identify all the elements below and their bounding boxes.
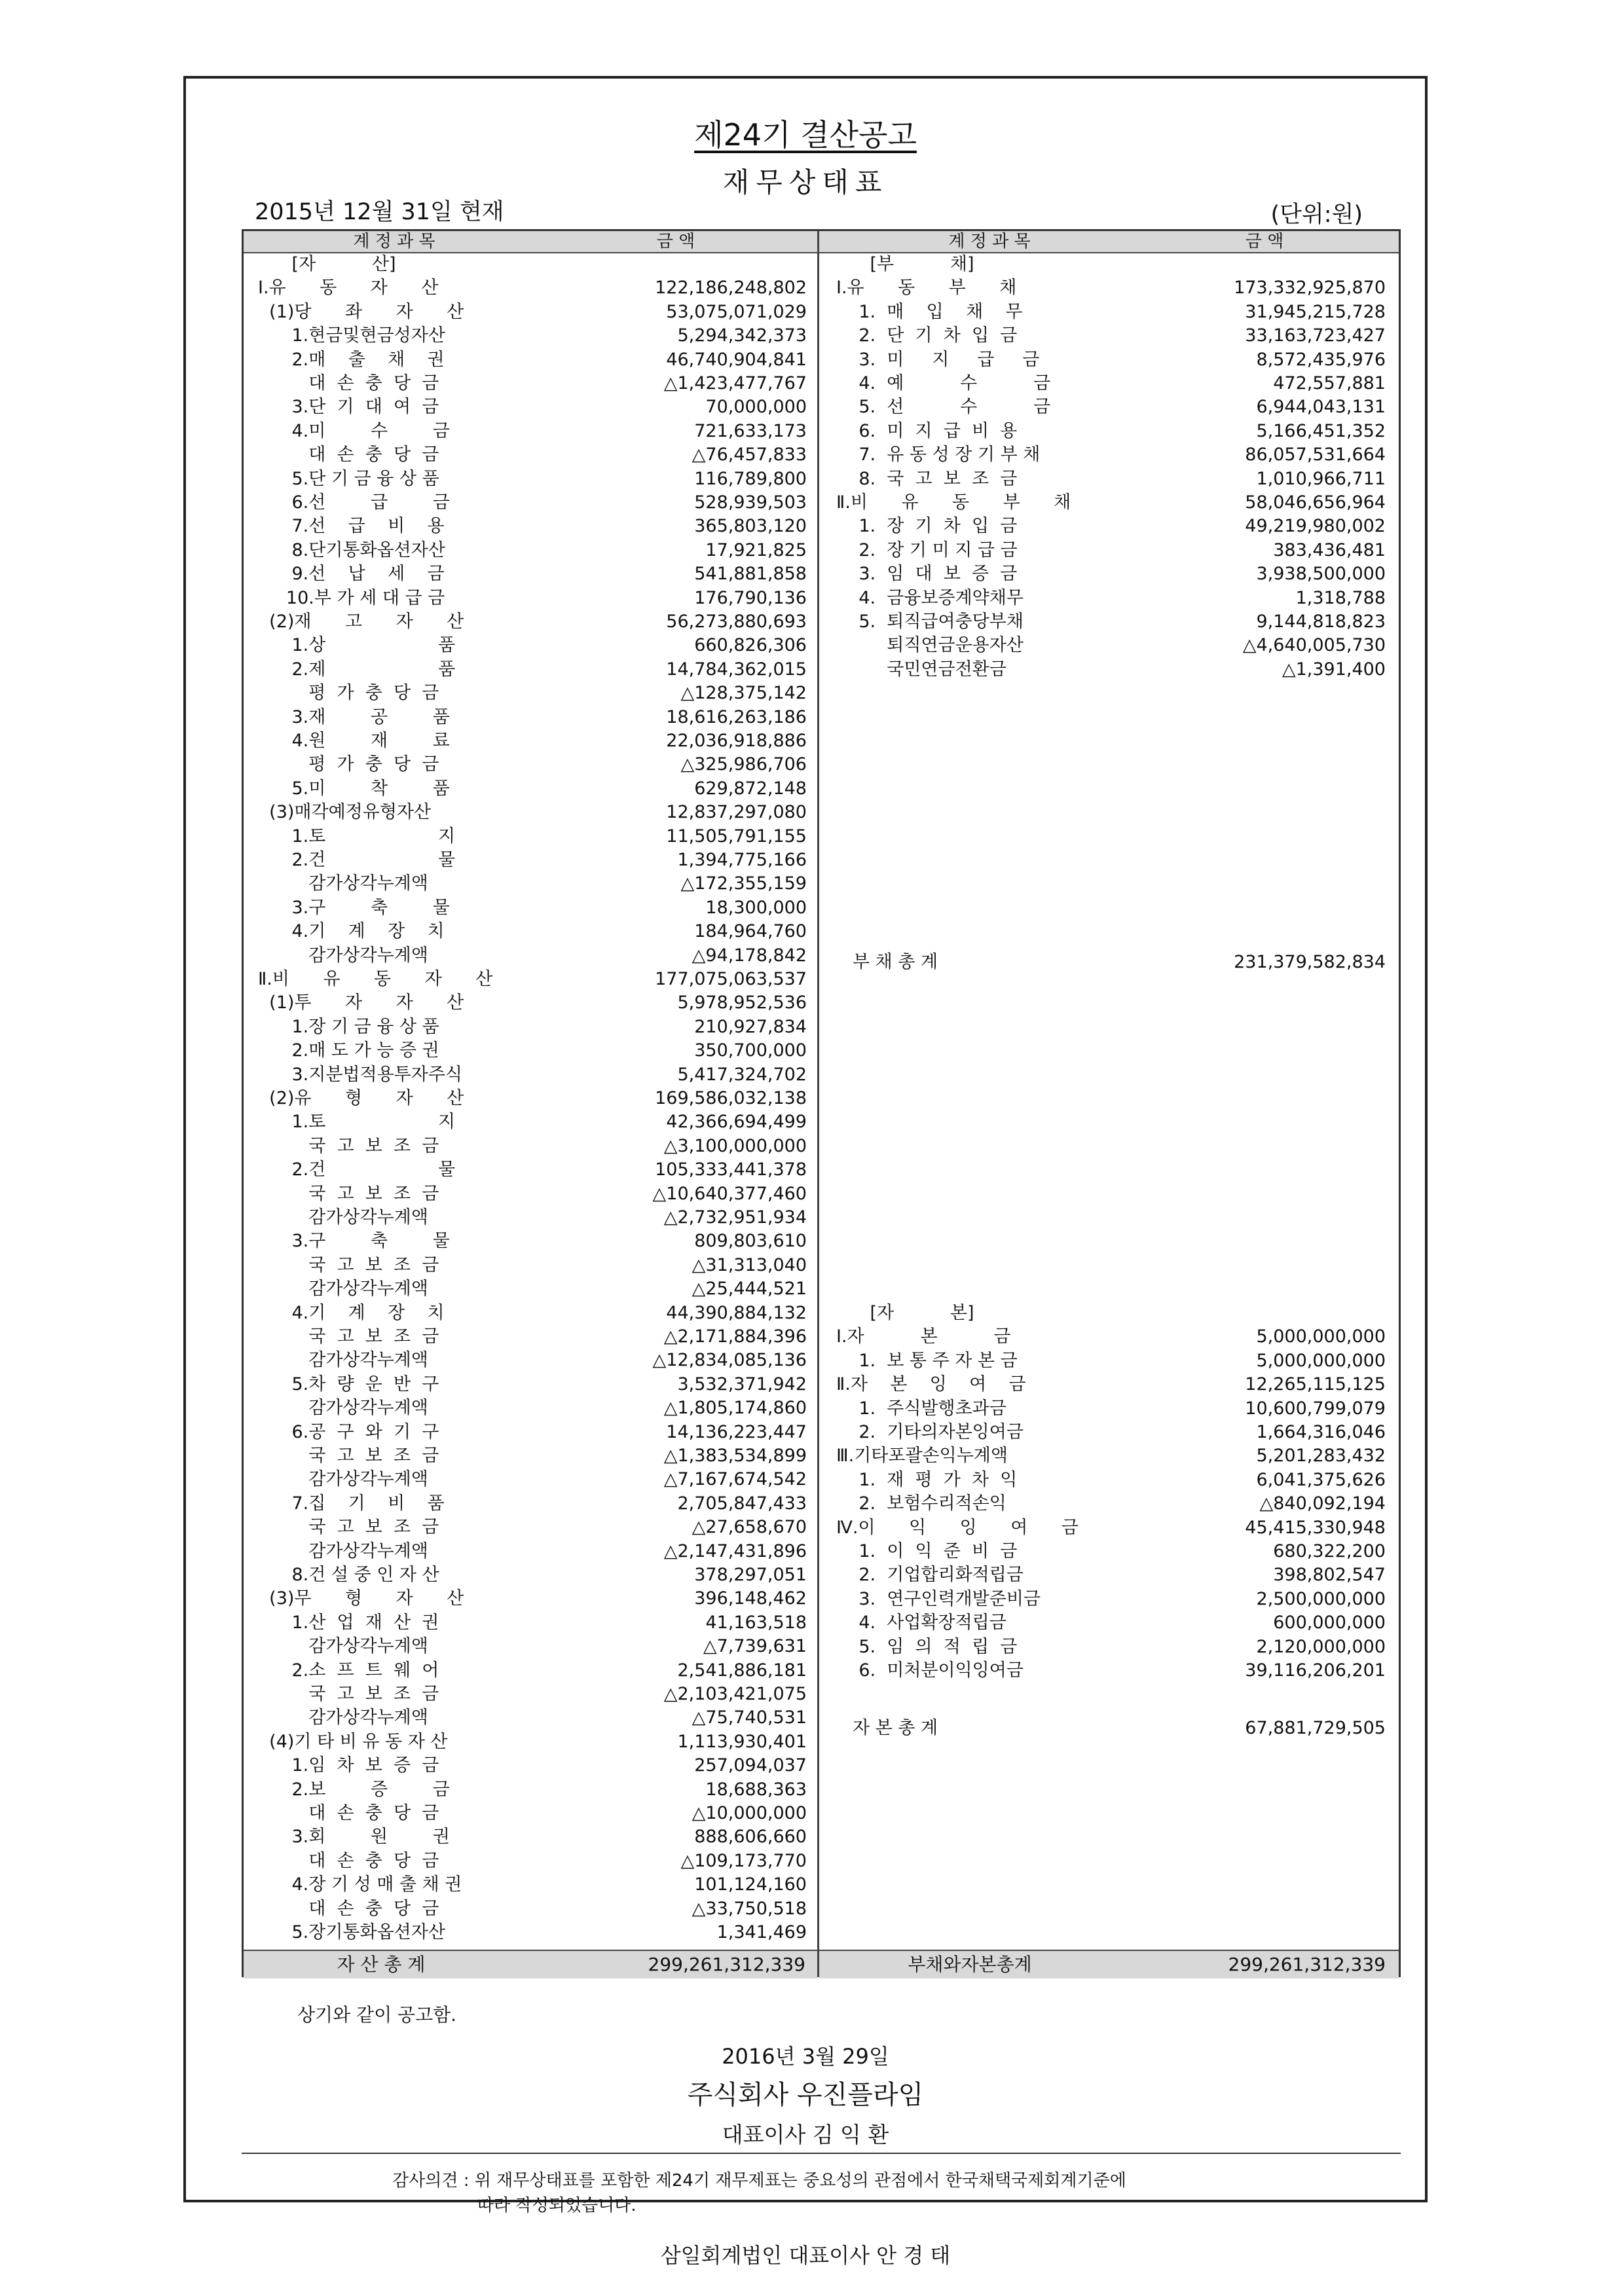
account-amount: 177,075,063,537 — [655, 969, 807, 989]
account-amount: 5,166,451,352 — [1256, 420, 1386, 441]
account-label: 대 손 충 당 금 — [258, 1898, 439, 1919]
account-amount: 5,417,324,702 — [677, 1064, 807, 1085]
account-amount: 122,186,248,802 — [655, 278, 807, 299]
account-amount: 53,075,071,029 — [666, 301, 807, 322]
account-amount: △2,147,431,896 — [663, 1540, 807, 1561]
account-label: 3.단 기 대 여 금 — [258, 397, 439, 418]
liabilities-total-amount: 231,379,582,834 — [1234, 952, 1386, 972]
account-label: (2)재 고 자 산 — [258, 611, 464, 632]
account-label: 국 고 보 조 금 — [258, 1254, 439, 1275]
as-of-date: 2015년 12월 31일 현재 — [255, 199, 504, 225]
account-amount: 383,436,481 — [1273, 539, 1386, 560]
right-header-account: 계 정 과 목 — [948, 232, 1031, 251]
notice-title: 제24기 결산공고 — [694, 117, 917, 153]
account-amount: 33,163,723,427 — [1245, 325, 1386, 346]
account-amount: 721,633,173 — [694, 420, 807, 441]
account-amount: 541,881,858 — [694, 564, 807, 585]
account-label: 3.구 축 물 — [258, 897, 450, 918]
account-label: 감가상각누계액 — [258, 1207, 428, 1228]
account-amount: △3,100,000,000 — [663, 1135, 807, 1156]
account-amount: 1,010,966,711 — [1256, 468, 1386, 489]
right-header-amount: 금 액 — [1245, 232, 1284, 251]
account-label: 7.집 기 비 품 — [258, 1493, 445, 1514]
account-label: 3.재 공 품 — [258, 706, 450, 727]
account-label: 3. 연구인력개발준비금 — [836, 1588, 1041, 1609]
account-label: 1.현금및현금성자산 — [258, 325, 445, 346]
account-amount: 5,294,342,373 — [677, 325, 807, 346]
assets-total-amount: 299,261,312,339 — [648, 1954, 805, 1975]
account-amount: 18,616,263,186 — [666, 706, 807, 727]
account-label: [자 본] — [836, 1303, 974, 1323]
account-amount: 365,803,120 — [694, 516, 807, 537]
account-amount: △12,834,085,136 — [652, 1350, 807, 1371]
account-label: 2. 단 기 차 입 금 — [836, 325, 1018, 346]
account-label: 감가상각누계액 — [258, 1707, 428, 1728]
account-amount: △1,391,400 — [1282, 659, 1386, 680]
account-amount: 101,124,160 — [694, 1874, 807, 1895]
account-amount: 396,148,462 — [694, 1588, 807, 1609]
account-label: 감가상각누계액 — [258, 1540, 428, 1561]
account-label: 5. 퇴직급여충당부채 — [836, 611, 1024, 632]
account-amount: 39,116,206,201 — [1245, 1660, 1386, 1681]
account-label: 평 가 충 당 금 — [258, 754, 439, 775]
account-amount: 12,837,297,080 — [666, 802, 807, 823]
account-label: 1. 주식발행초과금 — [836, 1398, 1006, 1419]
account-amount: 3,938,500,000 — [1256, 564, 1386, 585]
account-label: 4. 예 수 금 — [836, 373, 1051, 393]
account-label: 3. 미 지 급 금 — [836, 349, 1040, 370]
account-label: 2. 보험수리적손익 — [836, 1493, 1006, 1514]
account-amount: 56,273,880,693 — [666, 611, 807, 632]
account-label: 감가상각누계액 — [258, 1636, 428, 1657]
account-label: Ⅰ.유 동 자 산 — [258, 278, 439, 299]
footer-divider — [242, 2153, 1401, 2154]
account-amount: 2,705,847,433 — [677, 1493, 807, 1514]
account-amount: △2,171,884,396 — [663, 1326, 807, 1347]
account-amount: △325,986,706 — [680, 754, 807, 775]
account-label: 1.상 품 — [258, 635, 456, 656]
account-amount: 6,041,375,626 — [1256, 1469, 1386, 1490]
account-label: 대 손 충 당 금 — [258, 1850, 439, 1871]
account-amount: 1,664,316,046 — [1256, 1422, 1386, 1442]
audit-opinion-line2: 따라 작성되었습니다. — [477, 2196, 637, 2215]
notice-date: 2016년 3월 29일 — [722, 2044, 889, 2069]
account-label: 국 고 보 조 금 — [258, 1446, 439, 1466]
account-label: 3. 임 대 보 증 금 — [836, 564, 1018, 585]
account-label: Ⅲ.기타포괄손익누계액 — [836, 1446, 1008, 1467]
account-label: 국민연금전환금 — [836, 659, 1006, 680]
account-label: 4.장 기 성 매 출 채 권 — [258, 1874, 462, 1895]
account-label: 국 고 보 조 금 — [258, 1135, 439, 1156]
account-amount: 3,532,371,942 — [677, 1374, 807, 1394]
company-name: 주식회사 우진플라임 — [687, 2080, 924, 2110]
account-amount: 173,332,925,870 — [1234, 278, 1386, 299]
account-label: 7.선 급 비 용 — [258, 516, 445, 537]
account-amount: 9,144,818,823 — [1256, 611, 1386, 632]
account-amount: △10,000,000 — [692, 1803, 807, 1823]
account-label: (2)유 형 자 산 — [258, 1088, 464, 1108]
account-amount: △33,750,518 — [692, 1898, 807, 1919]
account-label: (3)무 형 자 산 — [258, 1588, 464, 1609]
account-amount: 18,688,363 — [705, 1779, 807, 1800]
account-amount: △1,383,534,899 — [663, 1446, 807, 1466]
account-label: 4.미 수 금 — [258, 420, 450, 441]
account-amount: 14,784,362,015 — [666, 659, 807, 680]
account-amount: 12,265,115,125 — [1245, 1374, 1386, 1395]
account-label: 1.임 차 보 증 금 — [258, 1755, 439, 1776]
account-label: 평 가 충 당 금 — [258, 683, 439, 704]
account-label: 2.건 물 — [258, 1159, 456, 1180]
account-amount: 1,318,788 — [1295, 587, 1386, 608]
account-amount: 49,219,980,002 — [1245, 516, 1386, 537]
account-label: 5.차 량 운 반 구 — [258, 1374, 439, 1394]
equity-total-label: 자 본 총 계 — [853, 1718, 938, 1738]
account-amount: 18,300,000 — [705, 897, 807, 918]
account-label: 3.회 원 권 — [258, 1827, 450, 1848]
account-amount: 6,944,043,131 — [1256, 397, 1386, 418]
account-label: 8. 국 고 보 조 금 — [836, 468, 1018, 489]
account-label: 1.토 지 — [258, 1112, 456, 1133]
account-label: 퇴직연금운용자산 — [836, 635, 1024, 656]
account-label: 6. 미처분이익잉여금 — [836, 1660, 1024, 1681]
account-label: 1. 장 기 차 입 금 — [836, 516, 1018, 537]
account-amount: 5,978,952,536 — [677, 993, 807, 1013]
account-label: 2. 장 기 미 지 급 금 — [836, 539, 1018, 560]
account-amount: 1,113,930,401 — [677, 1731, 807, 1752]
account-label: 대 손 충 당 금 — [258, 1803, 439, 1823]
account-label: 5.장기통화옵션자산 — [258, 1922, 445, 1942]
account-label: 6. 미 지 급 비 용 — [836, 420, 1018, 441]
account-amount: 42,366,694,499 — [666, 1112, 807, 1133]
account-amount: 14,136,223,447 — [666, 1421, 807, 1442]
account-label: 6.공 구 와 기 구 — [258, 1421, 439, 1442]
account-label: (3)매각예정유형자산 — [258, 802, 432, 823]
account-label: 9.선 납 세 금 — [258, 564, 445, 585]
account-label: 5. 임 의 적 립 금 — [836, 1636, 1018, 1657]
right-header — [819, 231, 1399, 253]
account-amount: △1,423,477,767 — [663, 373, 807, 393]
account-amount: 472,557,881 — [1273, 373, 1386, 393]
notice-frame — [183, 76, 1428, 2268]
account-amount: △1,805,174,860 — [663, 1398, 807, 1419]
account-amount: 41,163,518 — [705, 1612, 807, 1633]
liab-equity-total-amount: 299,261,312,339 — [1228, 1954, 1386, 1975]
account-label: Ⅰ.유 동 부 채 — [836, 278, 1017, 299]
account-label: 3.지분법적용투자주식 — [258, 1064, 462, 1085]
account-amount: 1,394,775,166 — [677, 850, 807, 870]
account-label: 1. 이 익 준 비 금 — [836, 1541, 1018, 1561]
liab-equity-total-label: 부채와자본총계 — [908, 1954, 1032, 1975]
account-label: 1. 보 통 주 자 본 금 — [836, 1350, 1018, 1371]
account-amount: △27,658,670 — [692, 1517, 807, 1538]
audit-opinion-line1: 감사의견 : 위 재무상태표를 포함한 제24기 재무제표는 중요성의 관점에서 한국채택국제회계기준에 — [392, 2171, 1126, 2191]
account-label: Ⅳ.이 익 잉 여 금 — [836, 1517, 1079, 1538]
assets-total-row — [244, 1950, 817, 1978]
balance-sheet-table — [242, 229, 1401, 1977]
account-amount: 116,789,800 — [694, 468, 807, 489]
account-amount: 1,341,469 — [716, 1922, 807, 1942]
account-amount: △109,173,770 — [680, 1850, 807, 1871]
account-label: 8.단기통화옵션자산 — [258, 539, 445, 560]
account-label: 국 고 보 조 금 — [258, 1183, 439, 1204]
account-label: 5. 선 수 금 — [836, 397, 1051, 418]
account-label: 4. 사업확장적립금 — [836, 1613, 1006, 1633]
account-label: 감가상각누계액 — [258, 873, 428, 894]
account-label: Ⅱ.비 유 동 자 산 — [258, 969, 493, 989]
account-label: 감가상각누계액 — [258, 1469, 428, 1490]
account-amount: 44,390,884,132 — [666, 1302, 807, 1323]
account-amount: 2,120,000,000 — [1256, 1636, 1386, 1657]
account-amount: △10,640,377,460 — [652, 1183, 807, 1204]
account-amount: 5,000,000,000 — [1256, 1350, 1386, 1371]
account-amount: 58,046,656,964 — [1245, 492, 1386, 513]
account-amount: 86,057,531,664 — [1245, 445, 1386, 465]
account-label: 5.단 기 금 융 상 품 — [258, 468, 439, 489]
account-label: (1)투 자 자 산 — [258, 993, 464, 1013]
account-label: (1)당 좌 자 산 — [258, 301, 464, 322]
account-amount: 600,000,000 — [1273, 1613, 1386, 1633]
account-label: 4.기 계 장 치 — [258, 1302, 445, 1323]
account-amount: 184,964,760 — [694, 921, 807, 942]
unit-label: (단위:원) — [1270, 202, 1363, 228]
account-label: 2.매 도 가 능 증 권 — [258, 1040, 439, 1061]
account-amount: 398,802,547 — [1273, 1565, 1386, 1586]
column-divider — [817, 231, 819, 1977]
account-amount: △31,313,040 — [692, 1254, 807, 1275]
account-amount: △7,739,631 — [703, 1636, 807, 1657]
account-amount: △76,457,833 — [692, 445, 807, 465]
account-label: 국 고 보 조 금 — [258, 1326, 439, 1347]
account-label: 국 고 보 조 금 — [258, 1517, 439, 1538]
notice-text: 상기와 같이 공고함. — [297, 2004, 457, 2026]
account-label: 2.건 물 — [258, 850, 456, 870]
account-label: 5.미 착 품 — [258, 778, 450, 799]
account-amount: 5,201,283,432 — [1256, 1446, 1386, 1467]
account-label: [자 산] — [258, 254, 396, 274]
account-amount: 378,297,051 — [694, 1565, 807, 1585]
left-header-account: 계 정 과 목 — [353, 232, 435, 251]
account-amount: △94,178,842 — [692, 945, 807, 966]
assets-total-label: 자 산 총 계 — [337, 1954, 426, 1975]
account-amount: △7,167,674,542 — [663, 1469, 807, 1490]
account-label: [부 채] — [836, 254, 974, 274]
account-amount: 46,740,904,841 — [666, 349, 807, 370]
account-label: 2. 기업합리화적립금 — [836, 1565, 1024, 1586]
account-amount: 350,700,000 — [694, 1040, 807, 1061]
account-amount: △128,375,142 — [680, 683, 807, 704]
account-amount: 70,000,000 — [705, 397, 807, 418]
account-amount: 660,826,306 — [694, 635, 807, 656]
account-amount: 169,586,032,138 — [655, 1088, 807, 1108]
account-amount: 45,415,330,948 — [1245, 1517, 1386, 1538]
account-amount: △4,640,005,730 — [1242, 635, 1386, 656]
account-label: 감가상각누계액 — [258, 1398, 428, 1419]
account-amount: 888,606,660 — [694, 1827, 807, 1848]
account-label: 대 손 충 당 금 — [258, 373, 439, 393]
account-label: 1. 매 입 채 무 — [836, 301, 1023, 322]
account-amount: 2,500,000,000 — [1256, 1588, 1386, 1609]
account-label: 8.건 설 중 인 자 산 — [258, 1565, 439, 1585]
account-label: 감가상각누계액 — [258, 945, 428, 966]
account-amount: 210,927,834 — [694, 1016, 807, 1037]
account-label: 4.원 재 료 — [258, 731, 450, 751]
account-amount: △2,732,951,934 — [663, 1207, 807, 1228]
account-amount: △75,740,531 — [692, 1707, 807, 1728]
account-amount: 176,790,136 — [694, 587, 807, 608]
account-label: 1.산 업 재 산 권 — [258, 1612, 439, 1633]
left-header — [244, 231, 817, 253]
auditor-name: 삼일회계법인 대표이사 안 경 태 — [660, 2243, 951, 2268]
account-amount: 22,036,918,886 — [666, 731, 807, 751]
account-label: 감가상각누계액 — [258, 1279, 428, 1300]
liab-equity-total-row — [819, 1950, 1399, 1978]
account-label: 감가상각누계액 — [258, 1350, 428, 1371]
account-label: 10.부 가 세 대 급 금 — [258, 587, 445, 608]
ceo-name: 대표이사 김 익 환 — [722, 2122, 889, 2147]
account-label: 6.선 급 금 — [258, 492, 450, 513]
account-amount: 5,000,000,000 — [1256, 1326, 1386, 1347]
account-amount: 2,541,886,181 — [677, 1660, 807, 1681]
account-amount: 105,333,441,378 — [655, 1159, 807, 1180]
account-label: 2.보 증 금 — [258, 1779, 450, 1800]
account-label: 국 고 보 조 금 — [258, 1684, 439, 1704]
account-label: 4.기 계 장 치 — [258, 921, 445, 942]
account-amount: △25,444,521 — [692, 1279, 807, 1300]
account-amount: 17,921,825 — [705, 539, 807, 560]
account-label: 2.소 프 트 웨 어 — [258, 1660, 439, 1681]
account-label: 2.매 출 채 권 — [258, 349, 445, 370]
account-amount: 10,600,799,079 — [1245, 1398, 1386, 1419]
account-amount: 680,322,200 — [1273, 1541, 1386, 1561]
account-amount: 11,505,791,155 — [666, 826, 807, 847]
account-label: 4. 금융보증계약채무 — [836, 587, 1024, 608]
account-label: Ⅱ.비 유 동 부 채 — [836, 492, 1071, 513]
account-amount: △840,092,194 — [1259, 1493, 1386, 1514]
account-amount: 809,803,610 — [694, 1231, 807, 1252]
equity-total-amount: 67,881,729,505 — [1245, 1718, 1386, 1738]
account-label: 2. 기타의자본잉여금 — [836, 1422, 1024, 1442]
account-label: 1.토 지 — [258, 826, 456, 847]
account-label: 2.제 품 — [258, 659, 456, 680]
account-label: 3.구 축 물 — [258, 1231, 450, 1252]
account-amount: △2,103,421,075 — [663, 1684, 807, 1704]
account-amount: 257,094,037 — [694, 1755, 807, 1776]
account-amount: 31,945,215,728 — [1245, 301, 1386, 322]
left-header-amount: 금 액 — [656, 232, 695, 251]
account-label: 1.장 기 금 융 상 품 — [258, 1016, 439, 1037]
account-amount: 8,572,435,976 — [1256, 349, 1386, 370]
statement-title: 재무상태표 — [722, 166, 889, 198]
account-amount: 629,872,148 — [694, 778, 807, 799]
account-label: 대 손 충 당 금 — [258, 445, 439, 465]
account-label: Ⅱ.자 본 잉 여 금 — [836, 1374, 1026, 1395]
account-label: (4)기 타 비 유 동 자 산 — [258, 1731, 448, 1752]
account-amount: 528,939,503 — [694, 492, 807, 513]
liabilities-total-label: 부 채 총 계 — [853, 952, 938, 972]
account-label: 1. 재 평 가 차 익 — [836, 1469, 1018, 1490]
account-label: 7. 유 동 성 장 기 부 채 — [836, 445, 1041, 465]
account-label: Ⅰ.자 본 금 — [836, 1326, 1011, 1347]
account-amount: △172,355,159 — [680, 873, 807, 894]
